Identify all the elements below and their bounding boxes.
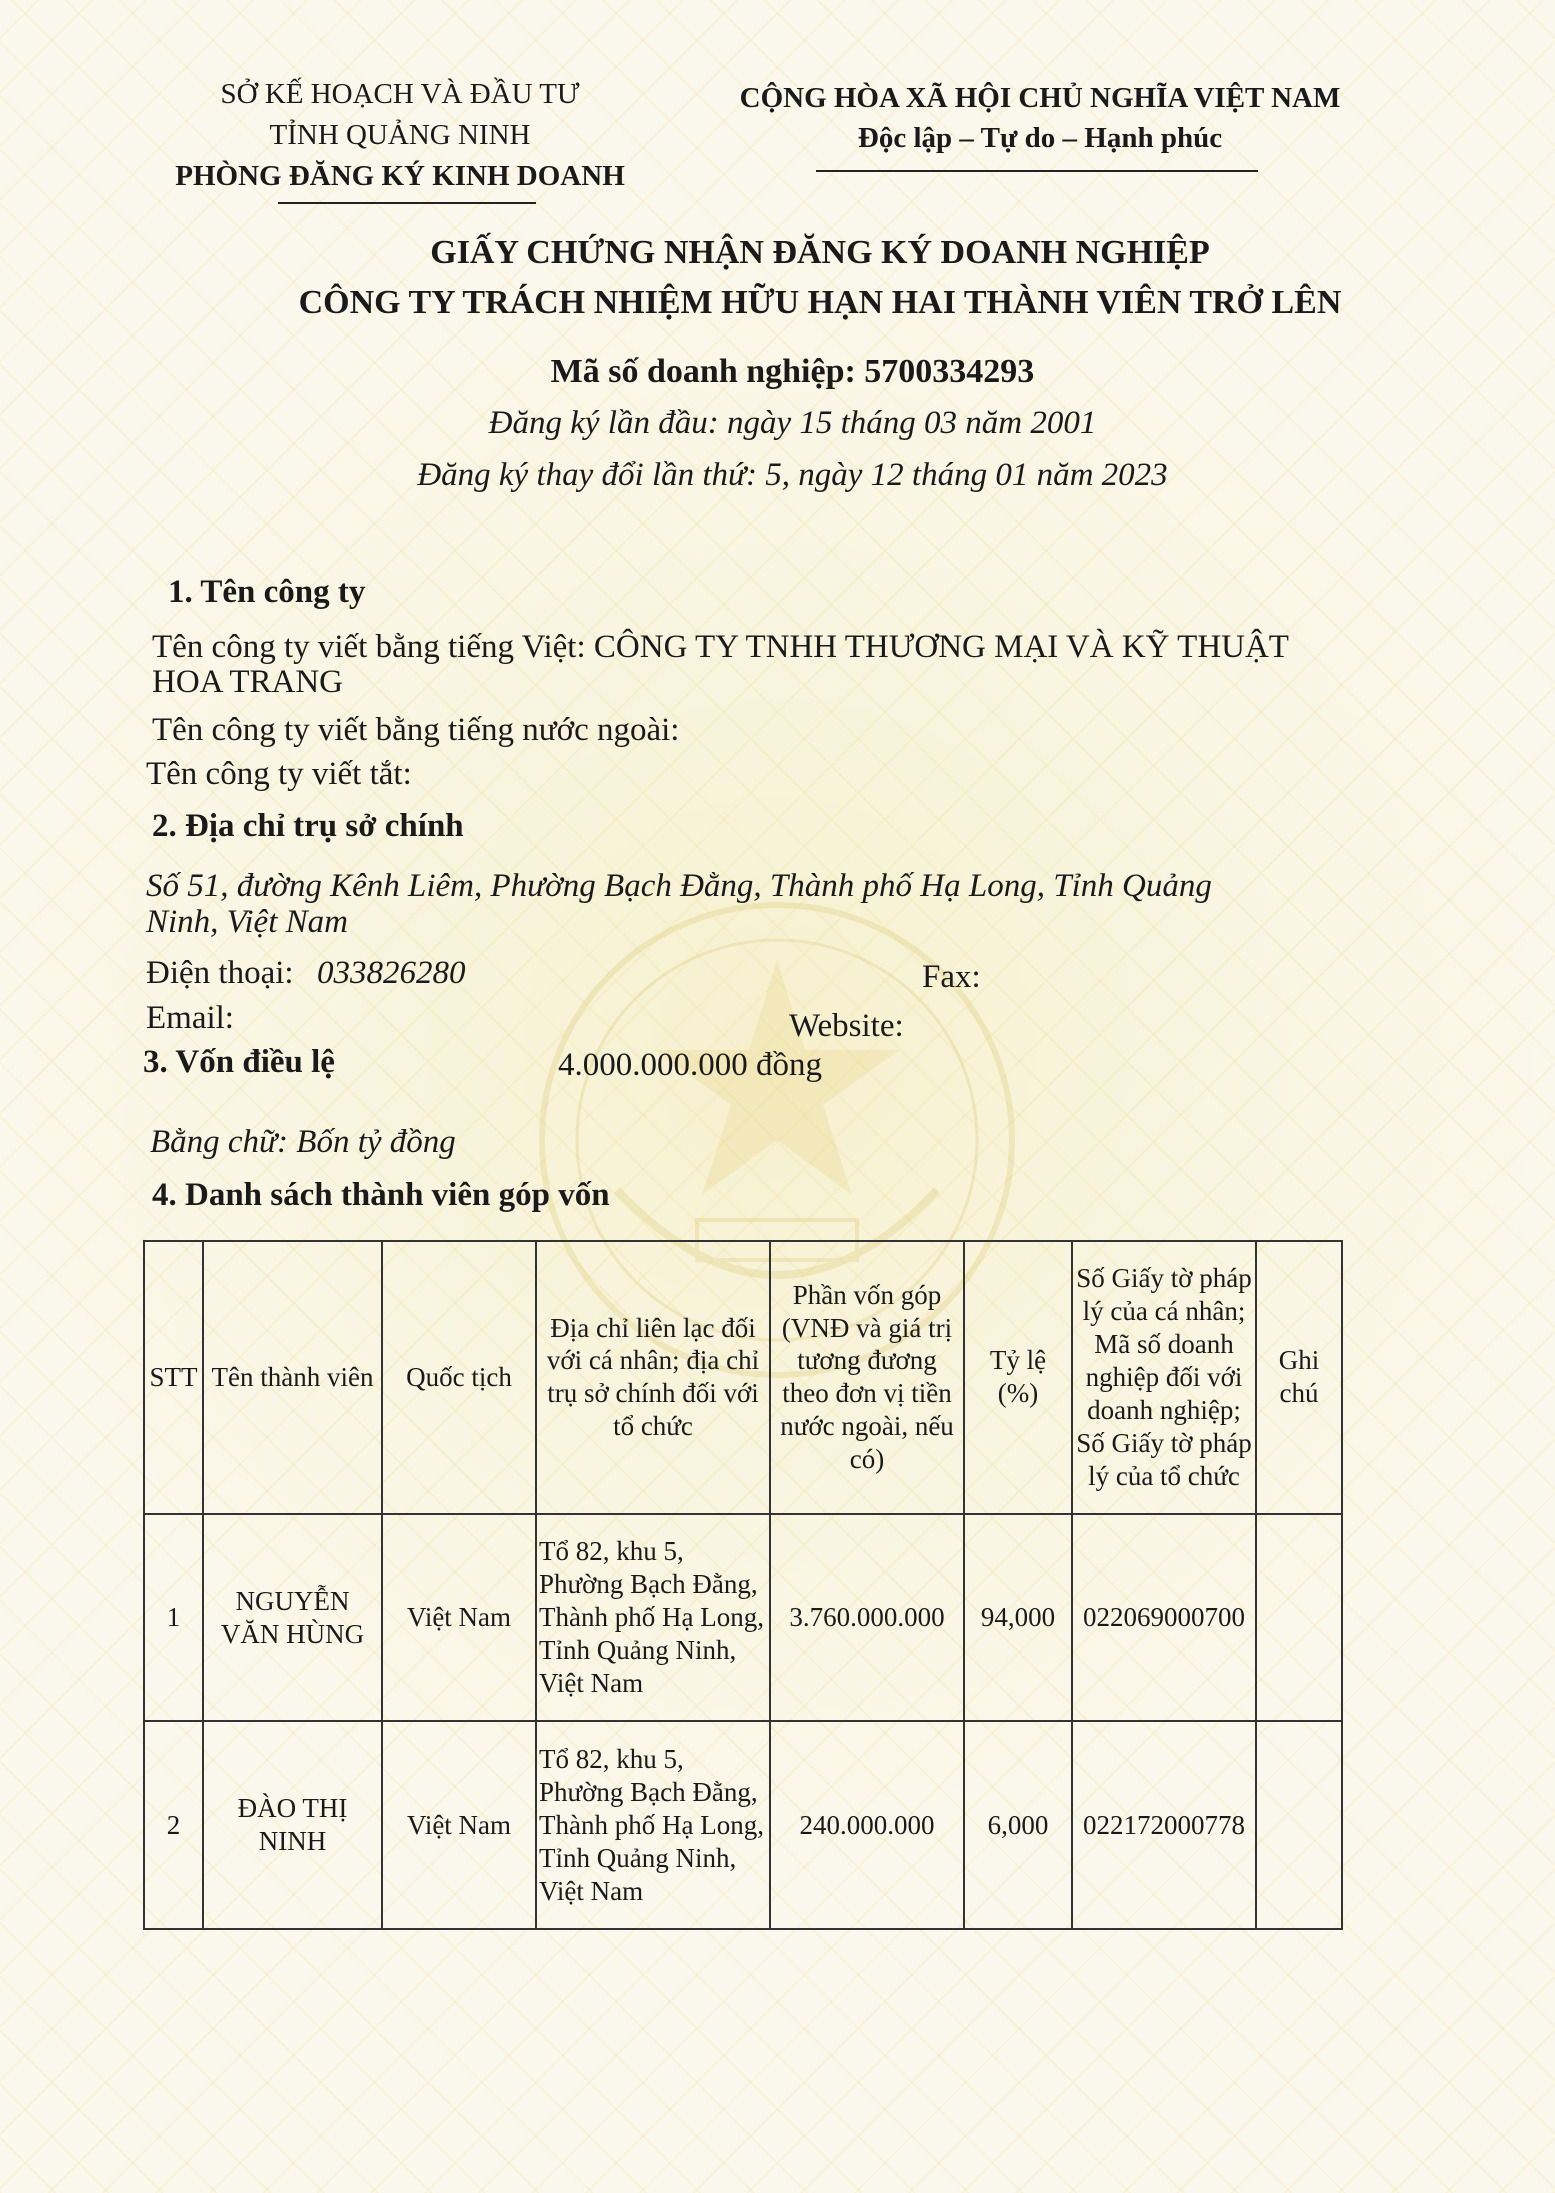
cell-ratio: 6,000 (964, 1721, 1072, 1929)
column-header-stt: STT (144, 1241, 203, 1514)
foreign-name-label: Tên công ty viết bằng tiếng nước ngoài: (152, 712, 680, 748)
column-header-note: Ghi chú (1256, 1241, 1342, 1514)
capital-in-words: Bằng chữ: Bốn tỷ đồng (150, 1124, 456, 1160)
first-registration-date: Đăng ký lần đầu: ngày 15 tháng 03 năm 2001 (488, 405, 1097, 441)
charter-capital-amount: 4.000.000.000 đồng (558, 1047, 822, 1083)
cell-address: Tổ 82, khu 5, Phường Bạch Đằng, Thành phố Hạ Long, Tỉnh Quảng Ninh, Việt Nam (536, 1514, 770, 1722)
cell-note (1256, 1514, 1342, 1722)
agency-line-2: TỈNH QUẢNG NINH (269, 119, 531, 151)
cell-member-name: NGUYỄN VĂN HÙNG (203, 1514, 382, 1722)
section-2-heading: 2. Địa chỉ trụ sở chính (152, 808, 464, 844)
cell-capital: 3.760.000.000 (770, 1514, 964, 1722)
cell-nationality: Việt Nam (382, 1721, 536, 1929)
address-line-1: Số 51, đường Kênh Liêm, Phường Bạch Đằng, Thành phố Hạ Long, Tỉnh Quảng (146, 868, 1212, 904)
column-header-address: Địa chỉ liên lạc đối với cá nhân; địa chỉ trụ sở chính đối với tổ chức (536, 1241, 770, 1514)
cell-nationality: Việt Nam (382, 1514, 536, 1722)
republic-line: CỘNG HÒA XÃ HỘI CHỦ NGHĨA VIỆT NAM (739, 82, 1341, 114)
company-type-title: CÔNG TY TRÁCH NHIỆM HỮU HẠN HAI THÀNH VIÊN TRỞ LÊN (298, 284, 1342, 321)
cell-note (1256, 1721, 1342, 1929)
column-header-capital: Phần vốn góp (VNĐ và giá trị tương đương theo đơn vị tiền nước ngoài, nếu có) (770, 1241, 964, 1514)
fax-label: Fax: (922, 959, 981, 995)
enterprise-code: Mã số doanh nghiệp: 5700334293 (550, 353, 1035, 390)
cell-stt: 2 (144, 1721, 203, 1929)
table-row (144, 1721, 1342, 1929)
motto-underline (816, 170, 1258, 172)
cell-id-number: 022069000700 (1072, 1514, 1256, 1722)
members-table (143, 1240, 1343, 1930)
website-label: Website: (789, 1008, 904, 1044)
address-line-2: Ninh, Việt Nam (146, 904, 348, 940)
cell-stt: 1 (144, 1514, 203, 1722)
agency-underline (278, 202, 536, 204)
section-3-heading: 3. Vốn điều lệ (143, 1044, 335, 1080)
phone-label: Điện thoại: (146, 955, 294, 991)
certificate-title: GIẤY CHỨNG NHẬN ĐĂNG KÝ DOANH NGHIỆP (430, 234, 1210, 271)
vietnamese-name-line-1: Tên công ty viết bằng tiếng Việt: CÔNG TY TNHH THƯƠNG MẠI VÀ KỸ THUẬT (152, 629, 1289, 665)
table-header-row (144, 1241, 1342, 1514)
agency-line-3: PHÒNG ĐĂNG KÝ KINH DOANH (175, 160, 625, 192)
column-header-member-name: Tên thành viên (203, 1241, 382, 1514)
cell-capital: 240.000.000 (770, 1721, 964, 1929)
short-name-label: Tên công ty viết tắt: (146, 756, 412, 792)
section-4-heading: 4. Danh sách thành viên góp vốn (152, 1177, 610, 1213)
column-header-ratio: Tỷ lệ (%) (964, 1241, 1072, 1514)
agency-line-1: SỞ KẾ HOẠCH VÀ ĐẦU TƯ (220, 78, 580, 110)
table-row (144, 1514, 1342, 1722)
cell-address: Tổ 82, khu 5, Phường Bạch Đằng, Thành phố Hạ Long, Tỉnh Quảng Ninh, Việt Nam (536, 1721, 770, 1929)
column-header-nationality: Quốc tịch (382, 1241, 536, 1514)
cell-id-number: 022172000778 (1072, 1721, 1256, 1929)
motto-line: Độc lập – Tự do – Hạnh phúc (857, 122, 1223, 154)
vietnamese-name-line-2: HOA TRANG (152, 664, 343, 700)
phone-value: 033826280 (317, 955, 466, 991)
column-header-id-number: Số Giấy tờ pháp lý của cá nhân; Mã số doanh nghiệp đối với doanh nghiệp; Số Giấy tờ pháp lý của tổ chức (1072, 1241, 1256, 1514)
section-1-heading: 1. Tên công ty (168, 574, 366, 610)
cell-ratio: 94,000 (964, 1514, 1072, 1722)
cell-member-name: ĐÀO THỊ NINH (203, 1721, 382, 1929)
change-registration-date: Đăng ký thay đổi lần thứ: 5, ngày 12 tháng 01 năm 2023 (417, 457, 1168, 493)
email-label: Email: (146, 1000, 234, 1036)
